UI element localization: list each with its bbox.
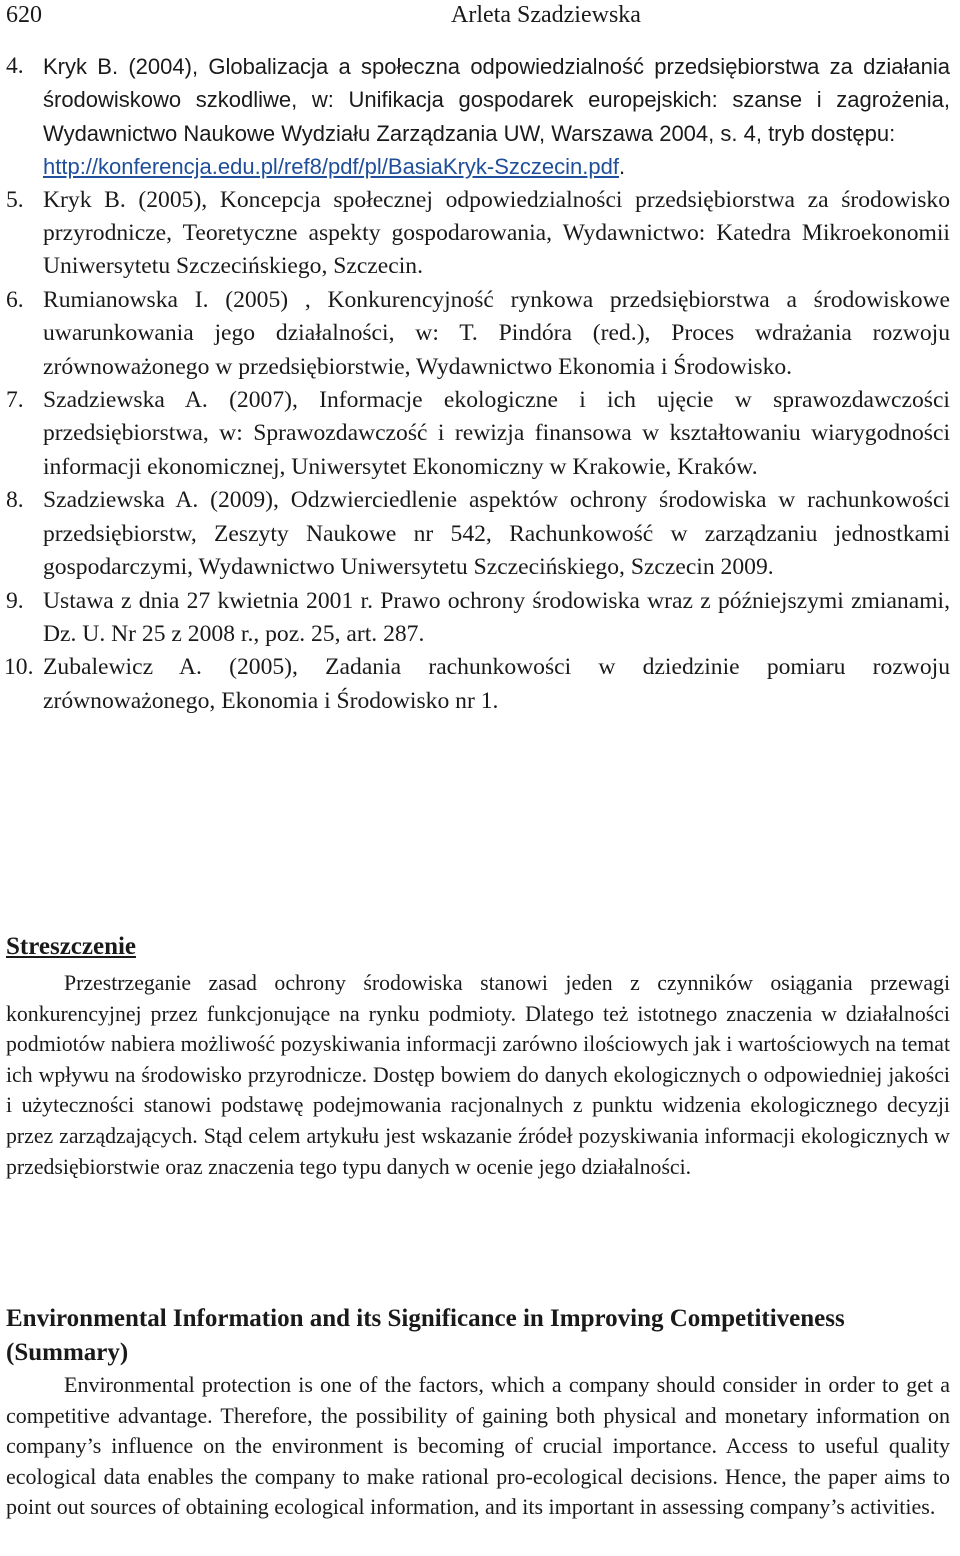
reference-number: 9.: [6, 587, 24, 614]
abstract-english-text: Environmental protection is one of the factors, which a company should consider in order to get a competitive advantage. Therefore, the possibility of gaining both physical and monetary information on company’s influence on the environment is becoming of crucial importance. Access to useful quality ecological data enables the company to make rational pro-ecological decisions. Hence, the paper aims to point out sources of obtaining ecological information, and its important in assessing company’s activities.: [6, 1372, 950, 1520]
abstract-english-title: Environmental Information and its Significance in Improving Competitiveness (Summary): [6, 1305, 845, 1366]
reference-item: [6, 284, 950, 384]
reference-item: [6, 50, 950, 184]
abstract-polish-text: Przestrzeganie zasad ochrony środowiska stanowi jeden z czynników osiągania przewagi konkurencyjnej przez funkcjonujące na rynku podmioty. Dlatego też istotnego znaczenia w działalności podmiotów nabiera możliwość pozyskiwania informacji zarówno ilościowych jak i wartościowych na temat ich wpływu na środowisko przyrodnicze. Dostęp bowiem do danych ekologicznych o odpowiedniej jakości i użyteczności stanowi podstawę podejmowania racjonalnych z punktu widzenia ekologicznego decyzji przez zarządzających. Stąd celem artykułu jest wskazanie źródeł pozyskiwania informacji ekologicznych w przedsiębiorstwie oraz znaczenia tego typu danych w ocenie jego działalności.: [6, 971, 950, 1179]
reference-number: 8.: [6, 487, 24, 514]
reference-number: 4.: [6, 53, 24, 79]
reference-text: Szadziewska A. (2009), Odzwierciedlenie aspektów ochrony środowiska w rachunkowości przedsiębiorstw, Zeszyty Naukowe nr 542, Rachunkowość w zarządzaniu jednostkami gospodarczymi, Wydawnictwo Uniwersytetu Szczecińskiego, Szczecin 2009.: [43, 487, 950, 581]
reference-text: Szadziewska A. (2007), Informacje ekologiczne i ich ujęcie w sprawozdawczości przedsiębiorstwa, w: Sprawozdawczość i rewizja finansowa w kształtowaniu wiarygodności informacji ekonomicznej, Uniwersytet Ekonomiczny w Krakowie, Kraków.: [43, 387, 950, 480]
reference-text: Rumianowska I. (2005) , Konkurencyjność rynkowa przedsiębiorstwa a środowiskowe uwarunkowania jego działalności, w: T. Pindóra (red.), Proces wdrażania rozwoju zrównoważonego w przedsiębiorstwie, Wydawnictwo Ekonomia i Środowisko.: [43, 286, 950, 380]
abstract-polish: [6, 930, 950, 1182]
reference-number: 10.: [4, 654, 34, 681]
reference-item: [6, 484, 950, 584]
page-number: 620: [6, 2, 42, 28]
reference-item: [6, 651, 950, 718]
reference-number: 6.: [6, 286, 24, 313]
abstract-english: [6, 1302, 950, 1523]
reference-text: Zubalewicz A. (2005), Zadania rachunkowości w dziedzinie pomiaru rozwoju zrównoważonego, Ekonomia i Środowisko nr 1.: [43, 654, 950, 714]
page-header: [6, 2, 946, 36]
reference-link[interactable]: http://konferencja.edu.pl/ref8/pdf/pl/BasiaKryk-Szczecin.pdf: [43, 154, 619, 180]
abstract-polish-title: Streszczenie: [6, 933, 137, 960]
reference-link-suffix: .: [618, 154, 626, 180]
reference-item: [6, 184, 950, 284]
reference-text: Ustawa z dnia 27 kwietnia 2001 r. Prawo ochrony środowiska wraz z późniejszymi zmianami, Dz. U. Nr 25 z 2008 r., poz. 25, art. 287.: [43, 587, 950, 647]
reference-text: Kryk B. (2005), Koncepcja społecznej odpowiedzialności przedsiębiorstwa za środowisko przyrodnicze, Teoretyczne aspekty gospodarowania, Wydawnictwo: Katedra Mikroekonomii Uniwersytetu Szczecińskiego, Szczecin.: [43, 186, 950, 280]
reference-number: 5.: [6, 186, 24, 213]
reference-number: 7.: [6, 387, 24, 414]
reference-list: [6, 50, 950, 718]
reference-text: Kryk B. (2004), Globalizacja a społeczna odpowiedzialność przedsiębiorstwa za działania środowiskowo szkodliwe, w: Unifikacja gospodarek europejskich: szanse i zagrożenia, Wydawnictwo Naukowe Wydziału Zarządzania UW, Warszawa 2004, s. 4, tryb dostępu:: [43, 54, 950, 146]
reference-item: [6, 585, 950, 652]
running-head-author: Arleta Szadziewska: [451, 2, 641, 28]
reference-item: [6, 384, 950, 484]
